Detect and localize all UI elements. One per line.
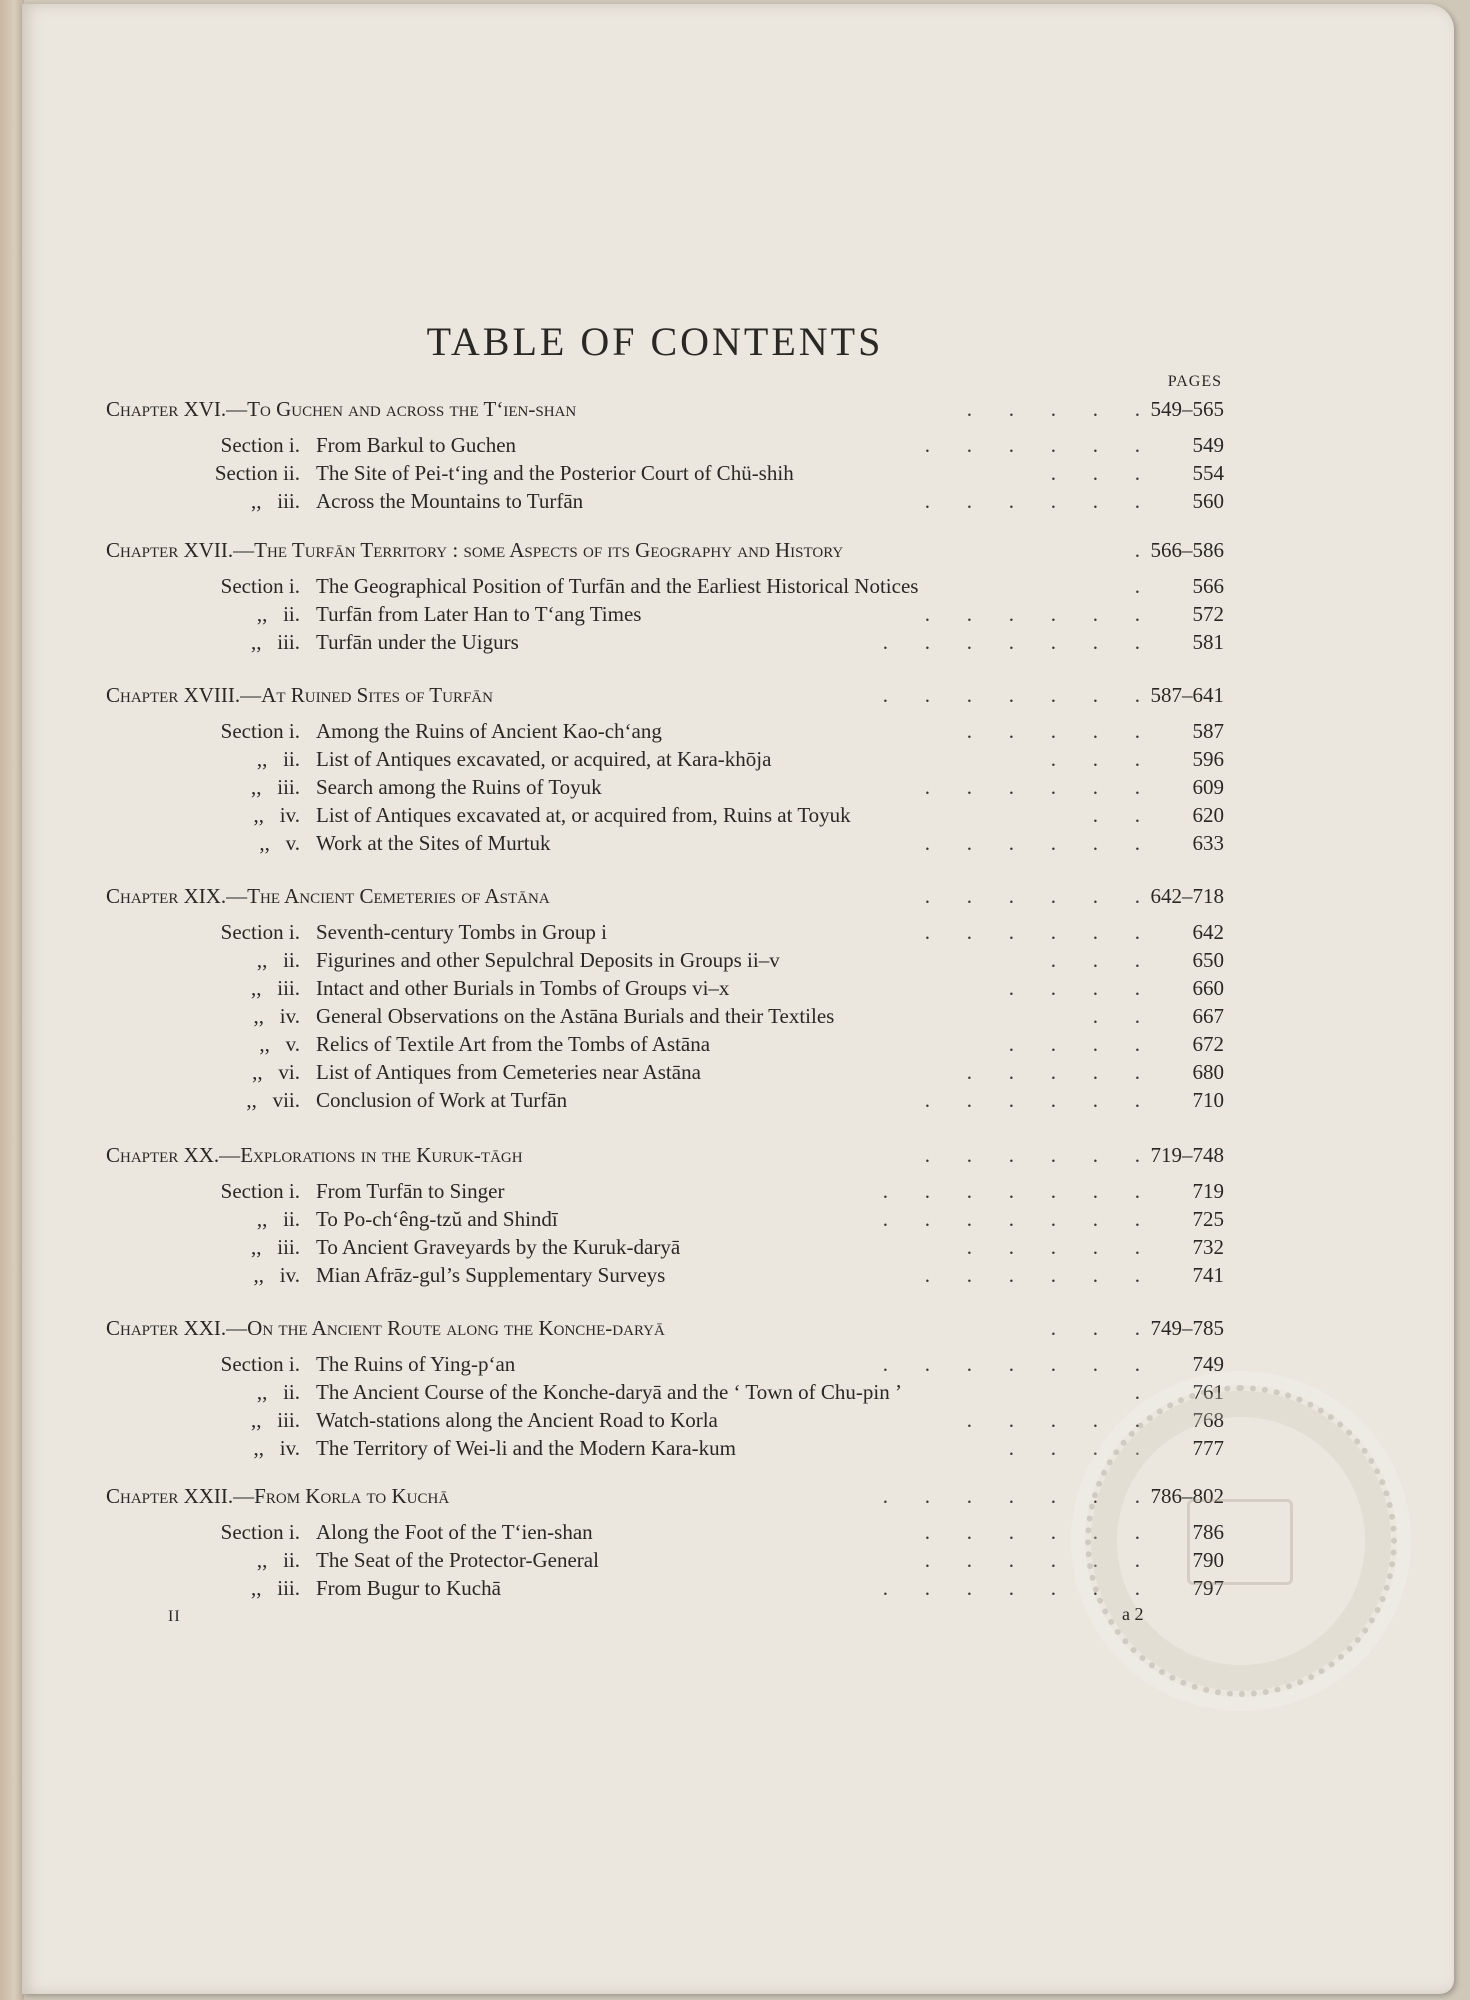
section-number: ,, iii. — [250, 630, 300, 654]
chapter-heading — [106, 538, 843, 563]
leader-dots: . . . . . . — [924, 489, 1140, 513]
section-row — [0, 1004, 1470, 1034]
chapter-row — [0, 1143, 1470, 1173]
chapter-heading — [106, 397, 576, 422]
leader-dots: . . . — [1050, 948, 1140, 972]
chapter-page-range: 587–641 — [1150, 683, 1224, 707]
section-title: List of Antiques excavated at, or acquired from, Ruins at Toyuk — [316, 803, 851, 827]
section-number: Section i. — [220, 433, 300, 457]
pages-column-label: PAGES — [1167, 373, 1222, 390]
chapter-row — [0, 884, 1470, 914]
section-title: The Site of Pei-tʻing and the Posterior Court of Chü-shih — [316, 461, 794, 485]
chapter-row — [0, 1316, 1470, 1346]
section-number: Section i. — [220, 574, 300, 598]
leader-dots: . . . . . — [966, 719, 1140, 743]
section-title: List of Antiques excavated, or acquired, at Kara-khōja — [316, 747, 772, 771]
section-title: Search among the Ruins of Toyuk — [316, 775, 602, 799]
section-page: 572 — [1192, 602, 1224, 626]
section-row — [0, 574, 1470, 604]
section-row — [0, 433, 1470, 463]
section-title: Among the Ruins of Ancient Kao-chʻang — [316, 719, 662, 743]
section-title: Watch-stations along the Ancient Road to Korla — [316, 1408, 718, 1432]
section-number: ,, ii. — [256, 1207, 300, 1231]
section-number: Section i. — [220, 719, 300, 743]
section-number: ,, iv. — [253, 1436, 300, 1460]
leader-dots: . . . . . . . — [882, 683, 1140, 707]
page-title: TABLE OF CONTENTS — [426, 319, 884, 364]
section-title: Figurines and other Sepulchral Deposits in Groups ii–v — [316, 948, 780, 972]
section-row — [0, 489, 1470, 519]
section-page: 741 — [1192, 1263, 1224, 1287]
leader-dots: . . . . . . — [924, 920, 1140, 944]
section-title: Intact and other Burials in Tombs of Groups vi–x — [316, 976, 730, 1000]
chapter-title: To Guchen and across the Tʻien-shan — [247, 397, 577, 421]
section-page: 609 — [1192, 775, 1224, 799]
section-row — [0, 948, 1470, 978]
chapter-title: At Ruined Sites of Turfān — [261, 683, 493, 707]
leader-dots: . — [1134, 538, 1140, 562]
section-title: List of Antiques from Cemeteries near Astāna — [316, 1060, 701, 1084]
section-number: Section ii. — [214, 461, 300, 485]
leader-dots: . . . . . . . — [882, 1207, 1140, 1231]
section-title: The Seat of the Protector-General — [316, 1548, 599, 1572]
leader-dots: . — [1134, 1380, 1140, 1404]
section-row — [0, 1179, 1470, 1209]
section-number: ,, ii. — [256, 1380, 300, 1404]
section-number: ,, ii. — [256, 602, 300, 626]
section-row — [0, 1207, 1470, 1237]
leader-dots: . . . . — [1008, 976, 1140, 1000]
section-title: Mian Afrāz-gul’s Supplementary Surveys — [316, 1263, 666, 1287]
chapter-row — [0, 683, 1470, 713]
section-number: ,, iv. — [253, 1263, 300, 1287]
chapter-heading — [106, 1316, 665, 1341]
section-title: To Po-chʻêng-tzŭ and Shindī — [316, 1207, 558, 1231]
section-page: 680 — [1192, 1060, 1224, 1084]
section-page: 587 — [1192, 719, 1224, 743]
chapter-title: On the Ancient Route along the Konche-daryā — [247, 1316, 665, 1340]
stamp-emblem — [1187, 1499, 1293, 1585]
section-title: Along the Foot of the Tʻien-shan — [316, 1520, 593, 1544]
section-page: 797 — [1192, 1576, 1224, 1600]
section-number: ,, v. — [259, 1032, 300, 1056]
section-number: Section i. — [220, 1179, 300, 1203]
leader-dots: . . . . . — [966, 1408, 1140, 1432]
section-number: ,, ii. — [256, 948, 300, 972]
leader-dots: . . — [1092, 803, 1140, 827]
section-row — [0, 1263, 1470, 1293]
section-page: 749 — [1192, 1352, 1224, 1376]
section-page: 732 — [1192, 1235, 1224, 1259]
leader-dots: . . . . . . — [924, 433, 1140, 457]
section-page: 761 — [1192, 1380, 1224, 1404]
section-number: Section i. — [220, 920, 300, 944]
leader-dots: . . . . . . — [924, 1143, 1140, 1167]
chapter-heading — [106, 1484, 449, 1509]
chapter-number: Chapter XXI.— — [106, 1316, 248, 1340]
section-title: Turfān under the Uigurs — [316, 630, 519, 654]
section-title: To Ancient Graveyards by the Kuruk-daryā — [316, 1235, 681, 1259]
leader-dots: . . . . . . — [924, 1088, 1140, 1112]
section-page: 768 — [1192, 1408, 1224, 1432]
chapter-title: The Ancient Cemeteries of Astāna — [247, 884, 550, 908]
section-page: 710 — [1192, 1088, 1224, 1112]
section-title: Turfān from Later Han to Tʻang Times — [316, 602, 642, 626]
section-row — [0, 719, 1470, 749]
chapter-page-range: 749–785 — [1150, 1316, 1224, 1340]
leader-dots: . . . . . . . — [882, 630, 1140, 654]
section-page: 660 — [1192, 976, 1224, 1000]
section-row — [0, 461, 1470, 491]
section-number: Section i. — [220, 1352, 300, 1376]
section-page: 642 — [1192, 920, 1224, 944]
section-page: 786 — [1192, 1520, 1224, 1544]
chapter-heading — [106, 1143, 523, 1168]
section-number: ,, iv. — [253, 803, 300, 827]
chapter-number: Chapter XVI.— — [106, 397, 248, 421]
leader-dots: . — [1134, 574, 1140, 598]
leader-dots: . . . . . — [966, 1235, 1140, 1259]
section-page: 581 — [1192, 630, 1224, 654]
leader-dots: . . . . . . . — [882, 1352, 1140, 1376]
section-row — [0, 920, 1470, 950]
section-title: Relics of Textile Art from the Tombs of Astāna — [316, 1032, 711, 1056]
chapter-row — [0, 397, 1470, 427]
leader-dots: . . . . . — [966, 397, 1140, 421]
chapter-number: Chapter XXII.— — [106, 1484, 255, 1508]
leader-dots: . . . . . . . — [882, 1484, 1140, 1508]
section-row — [0, 602, 1470, 632]
leader-dots: . . . . — [1008, 1436, 1140, 1460]
section-row — [0, 803, 1470, 833]
section-number: ,, vii. — [246, 1088, 300, 1112]
section-title: The Ancient Course of the Konche-daryā and the ‘ Town of Chu-pin ’ — [316, 1380, 902, 1404]
section-page: 777 — [1192, 1436, 1224, 1460]
section-row — [0, 630, 1470, 660]
section-row — [0, 1235, 1470, 1265]
section-title: Across the Mountains to Turfān — [316, 489, 584, 513]
section-page: 650 — [1192, 948, 1224, 972]
section-number: Section i. — [220, 1520, 300, 1544]
section-number: ,, iii. — [250, 1576, 300, 1600]
section-row — [0, 1032, 1470, 1062]
signature-mark-right: a 2 — [1122, 1604, 1144, 1624]
section-title: The Ruins of Ying-pʻan — [316, 1352, 516, 1376]
section-number: ,, iii. — [250, 976, 300, 1000]
section-number: ,, ii. — [256, 747, 300, 771]
leader-dots: . . . . — [1008, 1032, 1140, 1056]
chapter-heading — [106, 884, 550, 909]
leader-dots: . . . — [1050, 461, 1140, 485]
section-number: ,, iii. — [250, 775, 300, 799]
section-page: 560 — [1192, 489, 1224, 513]
section-page: 549 — [1192, 433, 1224, 457]
leader-dots: . . . . . — [966, 1060, 1140, 1084]
chapter-title: From Korla to Kuchā — [254, 1484, 450, 1508]
section-title: Seventh-century Tombs in Group i — [316, 920, 607, 944]
section-row — [0, 775, 1470, 805]
section-row — [0, 831, 1470, 861]
section-number: ,, v. — [259, 831, 300, 855]
leader-dots: . . . . . . — [924, 775, 1140, 799]
chapter-number: Chapter XIX.— — [106, 884, 248, 908]
section-number: ,, vi. — [252, 1060, 300, 1084]
chapter-heading — [106, 683, 493, 708]
leader-dots: . . . . . . — [924, 1520, 1140, 1544]
chapter-page-range: 549–565 — [1150, 397, 1224, 421]
chapter-number: Chapter XVII.— — [106, 538, 255, 562]
section-title: Work at the Sites of Murtuk — [316, 831, 551, 855]
chapter-page-range: 566–586 — [1150, 538, 1224, 562]
section-title: The Territory of Wei-li and the Modern Kara-kum — [316, 1436, 737, 1460]
leader-dots: . . . — [1050, 747, 1140, 771]
section-page: 790 — [1192, 1548, 1224, 1572]
section-page: 554 — [1192, 461, 1224, 485]
chapter-title: The Turfān Territory : some Aspects of its Geography and History — [254, 538, 844, 562]
leader-dots: . . . — [1050, 1316, 1140, 1340]
section-page: 566 — [1192, 574, 1224, 598]
section-title: The Geographical Position of Turfān and the Earliest Historical Notices — [316, 574, 919, 598]
section-number: ,, ii. — [256, 1548, 300, 1572]
chapter-number: Chapter XVIII.— — [106, 683, 262, 707]
leader-dots: . . . . . . — [924, 1263, 1140, 1287]
section-row — [0, 1060, 1470, 1090]
signature-mark-left: II — [168, 1608, 181, 1625]
section-page: 719 — [1192, 1179, 1224, 1203]
chapter-page-range: 642–718 — [1150, 884, 1224, 908]
section-title: From Bugur to Kuchā — [316, 1576, 501, 1600]
section-row — [0, 747, 1470, 777]
section-number: ,, iv. — [253, 1004, 300, 1028]
section-title: From Barkul to Guchen — [316, 433, 517, 457]
section-page: 667 — [1192, 1004, 1224, 1028]
section-number: ,, iii. — [250, 1408, 300, 1432]
leader-dots: . . . . . . — [924, 602, 1140, 626]
section-page: 672 — [1192, 1032, 1224, 1056]
chapter-title: Explorations in the Kuruk-tāgh — [240, 1143, 523, 1167]
section-page: 596 — [1192, 747, 1224, 771]
section-row — [0, 976, 1470, 1006]
leader-dots: . . . . . . . — [882, 1179, 1140, 1203]
section-page: 633 — [1192, 831, 1224, 855]
chapter-page-range: 719–748 — [1150, 1143, 1224, 1167]
section-page: 725 — [1192, 1207, 1224, 1231]
section-title: General Observations on the Astāna Burials and their Textiles — [316, 1004, 835, 1028]
leader-dots: . . . . . . — [924, 831, 1140, 855]
chapter-row — [0, 538, 1470, 568]
leader-dots: . . . . . . — [924, 884, 1140, 908]
leader-dots: . . . . . . — [924, 1548, 1140, 1572]
section-page: 620 — [1192, 803, 1224, 827]
section-number: ,, iii. — [250, 1235, 300, 1259]
leader-dots: . . — [1092, 1004, 1140, 1028]
section-title: From Turfān to Singer — [316, 1179, 505, 1203]
embossed-library-stamp — [1085, 1385, 1397, 1697]
section-row — [0, 1352, 1470, 1382]
chapter-number: Chapter XX.— — [106, 1143, 241, 1167]
chapter-page-range: 786–802 — [1150, 1484, 1224, 1508]
section-row — [0, 1088, 1470, 1118]
leader-dots: . . . . . . . — [882, 1576, 1140, 1600]
section-number: ,, iii. — [250, 489, 300, 513]
section-title: Conclusion of Work at Turfān — [316, 1088, 568, 1112]
